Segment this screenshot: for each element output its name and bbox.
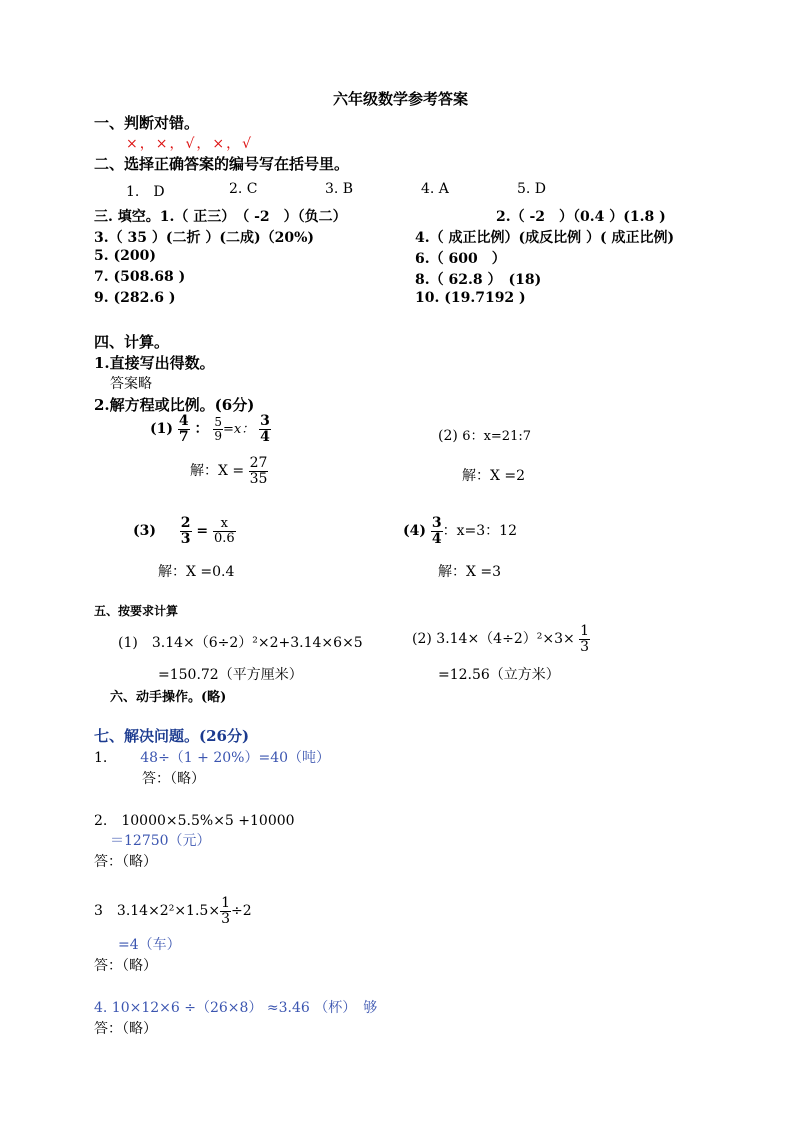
- fill-line-2-right: 4.（ 成正比例）(成反比例 ）( 成正比例): [415, 230, 675, 246]
- problem-1: (1) $\frac{4}{7}$ ： $\frac{5}{9}$ =x： $\frac{3}{4}$: [150, 413, 270, 445]
- choice-5: 5. D: [517, 181, 547, 197]
- fraction: $\frac{1}{3}$: [221, 895, 230, 927]
- problem-7-1-answer: 答：（略）: [142, 771, 205, 787]
- problem-7-3-result: =4（车）: [118, 937, 181, 953]
- problem-2: (2) 6：x=21:7: [438, 428, 531, 444]
- section-4-sub2: 2.解方程或比例。(6分): [94, 396, 255, 414]
- fill-line-5-right: 10. (19.7192 ): [415, 290, 526, 306]
- section-2-heading: 二、选择正确答案的编号写在括号里。: [94, 155, 350, 173]
- problem-4: (4) $\frac{3}{4}$ ：x=3：12: [403, 515, 517, 547]
- section-1-heading: 一、判断对错。: [94, 114, 200, 132]
- section-5-heading: 五、按要求计算: [94, 604, 179, 618]
- section-4-heading: 四、计算。: [94, 333, 170, 351]
- problem-7-3: 3 3.14×2²×1.5× $\frac{1}{3}$ ÷2: [94, 895, 252, 927]
- fill-line-2: 3.（ 35 ）(二折 ）(二成)（20%): [94, 230, 315, 246]
- problem-4-solution: 解：X =3: [438, 564, 502, 580]
- problem-7-3-answer: 答：（略）: [94, 958, 157, 974]
- fill-line-4: 7. (508.68 ): [94, 269, 186, 285]
- problem-7-4: 4. 10×12×6 ÷（26×8） ≈3.46 （杯） 够: [94, 1000, 378, 1016]
- problem-7-1: 1. 48÷（1 + 20%）=40（吨）: [94, 750, 331, 766]
- section-5-q1-answer: =150.72（平方厘米）: [158, 667, 303, 683]
- section-7-heading: 七、解决问题。(26分): [94, 727, 250, 745]
- problem-7-2-answer: 答：（略）: [94, 854, 157, 870]
- section-1-answers: ×，×，√，×，√: [126, 136, 254, 152]
- fraction: $\frac{27}{35}$: [249, 455, 268, 487]
- choice-2: 2. C: [229, 181, 258, 197]
- problem-2-solution: 解：X =2: [462, 468, 526, 484]
- section-5-q2-answer: =12.56（立方米）: [438, 667, 560, 683]
- choice-4: 4. A: [421, 181, 449, 197]
- fraction: $\frac{1}{3}$: [580, 623, 590, 655]
- fill-line-5: 9. (282.6 ): [94, 290, 176, 306]
- fraction: $\frac{4}{7}$: [178, 413, 189, 445]
- fraction: $\frac{5}{9}$: [214, 415, 223, 443]
- choice-1: 1. D: [126, 184, 165, 200]
- fraction: $\frac{2}{3}$: [180, 515, 191, 547]
- choice-3: 3. B: [325, 181, 354, 197]
- fraction: $\frac{x}{0.6}$: [213, 516, 235, 546]
- problem-7-2: 2. 10000×5.5%×5 +10000: [94, 813, 295, 829]
- fill-line-3: 5. (200): [94, 248, 156, 264]
- fill-line-1-right: 2.（ -2 ）（0.4 ）(1.8 ): [496, 209, 666, 225]
- section-4-sub1-answer: 答案略: [110, 376, 152, 392]
- fill-line-1: 三. 填空。1.（ 正三） （ -2 ）（负二）: [94, 209, 347, 225]
- section-5-q1: (1) 3.14×（6÷2）²×2+3.14×6×5: [118, 635, 363, 651]
- fraction: $\frac{3}{4}$: [431, 515, 442, 547]
- problem-3: (3) $\frac{2}{3}$ = $\frac{x}{0.6}$: [133, 515, 235, 547]
- problem-3-solution: 解：X =0.4: [158, 564, 235, 580]
- fraction: $\frac{3}{4}$: [260, 413, 270, 445]
- fill-line-4-right: 8.（ 62.8 ） (18): [415, 272, 542, 288]
- fill-line-3-right: 6.（ 600 ）: [415, 251, 506, 267]
- problem-1-solution: 解：X = $\frac{27}{35}$: [190, 455, 268, 487]
- problem-7-4-answer: 答：（略）: [94, 1021, 157, 1037]
- page-title: 六年级数学参考答案: [333, 90, 469, 108]
- section-5-q2: (2) 3.14×（4÷2）²×3× $\frac{1}{3}$: [412, 623, 590, 655]
- problem-7-2-result: ＝12750（元）: [110, 833, 211, 849]
- section-4-sub1: 1.直接写出得数。: [94, 354, 215, 372]
- section-6-heading: 六、动手操作。(略): [110, 690, 227, 705]
